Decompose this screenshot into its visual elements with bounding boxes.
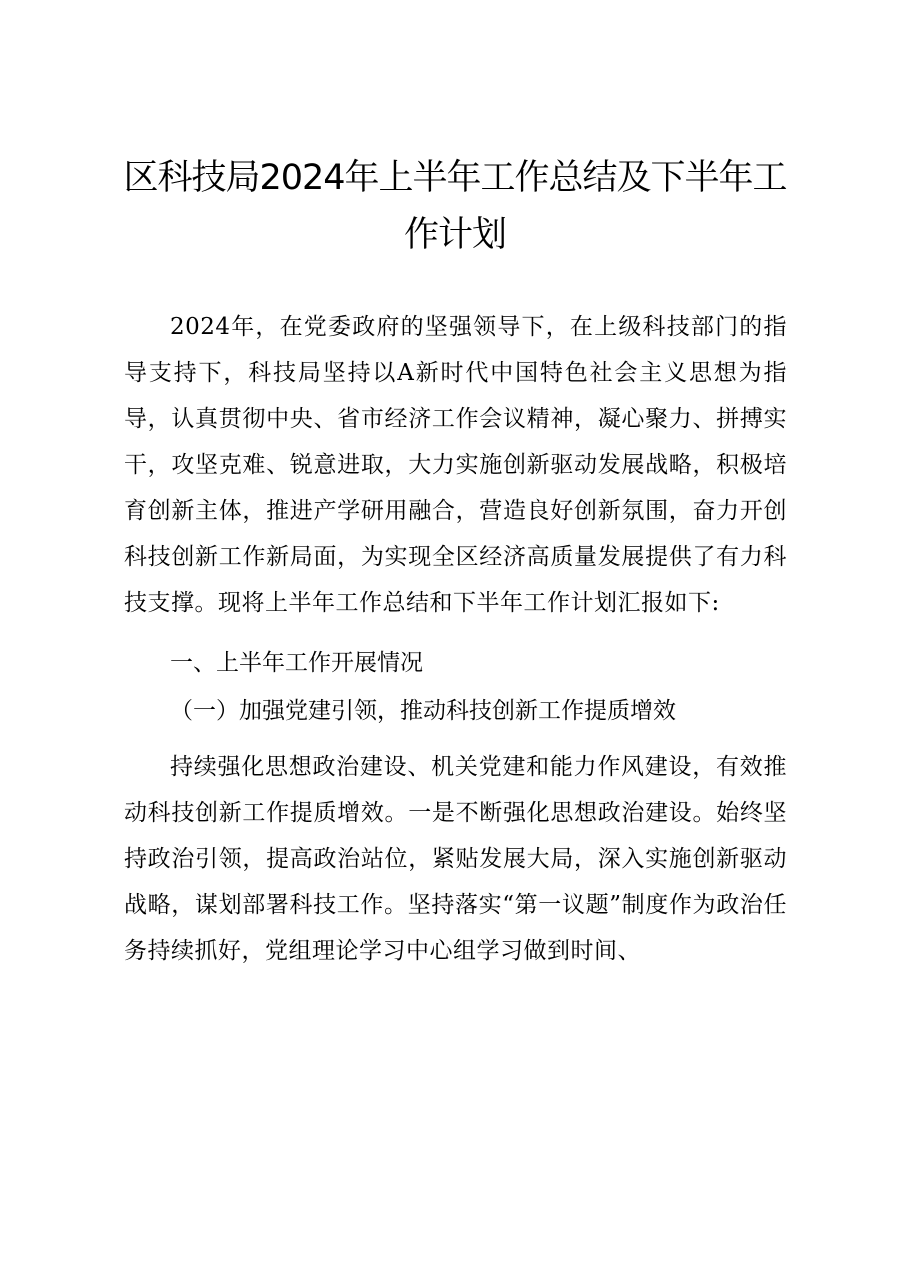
document-body xyxy=(124,304,787,974)
document-title: 区科技局2024年上半年工作总结及下半年工作计划 xyxy=(123,158,787,255)
section-heading: 一、上半年工作开展情况 xyxy=(170,650,423,676)
intro-paragraph: 2024年，在党委政府的坚强领导下，在上级科技部门的指导支持下，科技局坚持以A新时代中国特色社会主义思想为指导，认真贯彻中央、省市经济工作会议精神，凝心聚力、拼搏实干，攻坚克难、锐意进取，大力实施创新驱动发展战略，积极培育创新主体，推进产学研用融合，营造良好创新氛围，奋力开创科技创新工作新局面，为实现全区经济高质量发展提供了有力科技支撑。现将上半年工作总结和下半年工作计划汇报如下: xyxy=(124,314,787,616)
subsection-paragraph: 持续强化思想政治建设、机关党建和能力作风建设，有效推动科技创新工作提质增效。一是不断强化思想政治建设。始终坚持政治引领，提高政治站位，紧贴发展大局，深入实施创新驱动战略，谋划部署科技工作。坚持落实“第一议题”制度作为政治任务持续抓好，党组理论学习中心组学习做到时间、 xyxy=(124,754,787,964)
subsection-heading: （一）加强党建引领，推动科技创新工作提质增效 xyxy=(170,698,676,724)
